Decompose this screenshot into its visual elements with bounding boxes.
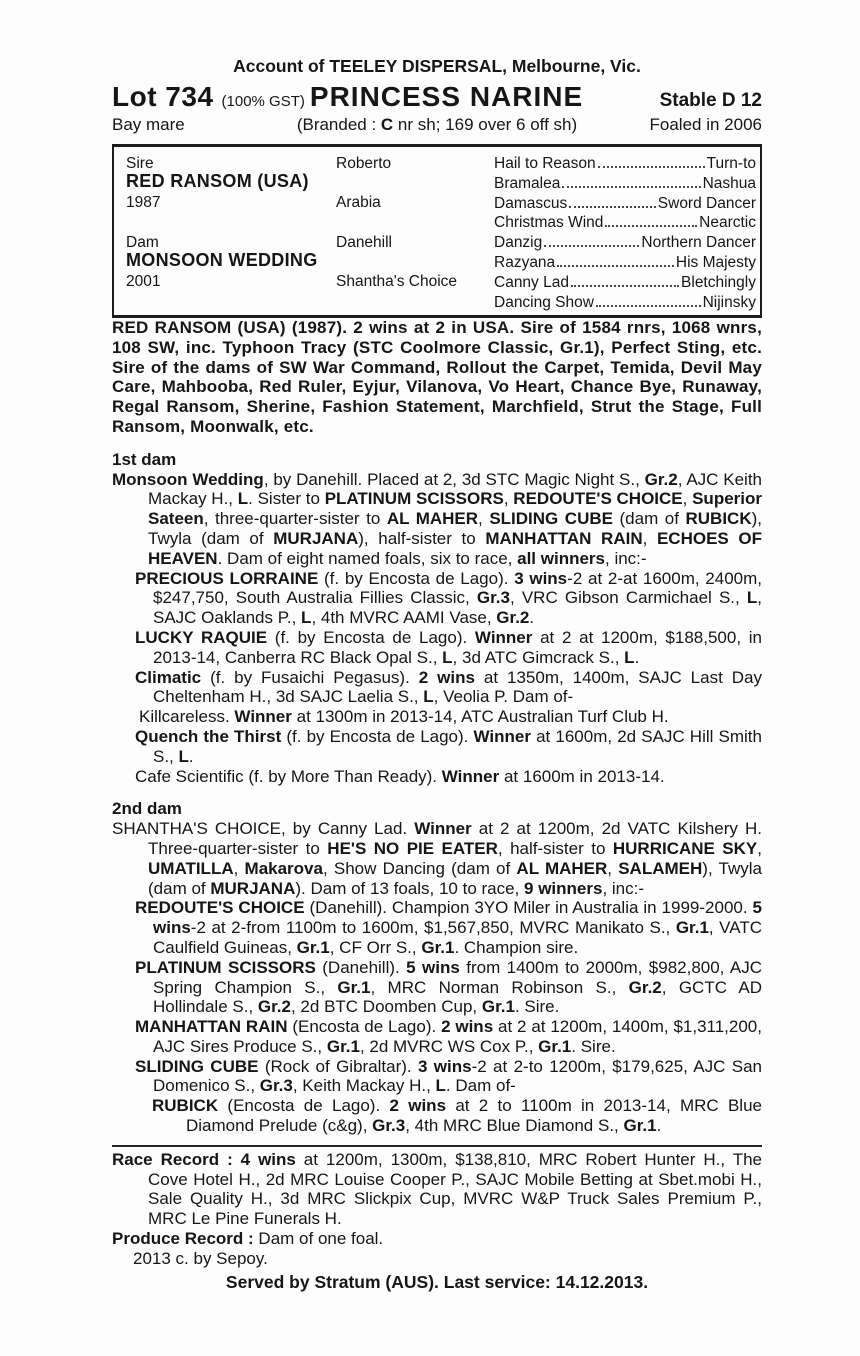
ancestor-row — [494, 195, 756, 212]
account-line: Account of TEELEY DISPERSAL, Melbourne, Vic. — [233, 56, 641, 76]
produce-record: Produce Record : Dam of one foal. — [112, 1229, 384, 1249]
description-line — [112, 114, 762, 135]
ancestor-parent: Turn-to — [706, 155, 756, 172]
branding-text: (Branded : C nr sh; 169 over 6 off sh) — [296, 115, 578, 134]
dot-leader — [598, 166, 705, 168]
manhattan-rain-entry: MANHATTAN RAIN (Encosta de Lago). 2 wins at 2 at 1200m, 1400m, $1,311,200, AJC Sires Produce S., Gr.1, 2d MVRC WS Cox P., Gr.1. Sire. — [135, 1017, 762, 1056]
ancestor-name: Damascus — [494, 194, 568, 212]
foaled-year: Foaled in 2006 — [649, 115, 762, 134]
dam-dam: Shantha's Choice — [336, 273, 458, 290]
horse-description: Bay mare — [112, 115, 185, 134]
ancestor-row — [494, 175, 756, 192]
dot-leader — [569, 206, 656, 208]
first-dam-heading: 1st dam — [112, 449, 177, 469]
rubick-entry: RUBICK (Encosta de Lago). 2 wins at 2 to 1100m in 2013-14, MRC Blue Diamond Prelude (c&g), Gr.3, 4th MRC Blue Diamond S., Gr.1. — [152, 1096, 762, 1136]
ancestor-row — [494, 294, 756, 311]
dot-leader — [596, 305, 701, 307]
ancestor-row — [494, 214, 756, 231]
horse-name: PRINCESS NARINE — [309, 81, 584, 112]
ancestor-row — [494, 274, 756, 291]
section-divider — [112, 1145, 762, 1147]
dam-name: MONSOON WEDDING — [126, 250, 318, 270]
ancestor-row — [494, 155, 756, 172]
redoutes-choice-entry: REDOUTE'S CHOICE (Danehill). Champion 3YO Miler in Australia in 1999-2000. 5 wins-2 at 2-from 1100m to 1600m, $1,567,850, MVRC Manikato S., Gr.1, VATC Caulfield Guineas, Gr.1, CF Orr S., Gr.1. Champion sire. — [135, 898, 762, 957]
sire-year: 1987 — [126, 194, 161, 211]
service-line: Served by Stratum (AUS). Last service: 14.12.2013. — [225, 1271, 649, 1292]
dot-leader — [605, 225, 697, 227]
foal-2013: 2013 c. by Sepoy. — [133, 1248, 268, 1268]
lot-number: Lot 734 — [112, 81, 214, 112]
ancestor-parent: Northern Dancer — [641, 234, 756, 252]
shanthas-choice-entry: SHANTHA'S CHOICE, by Canny Lad. Winner at 2 at 1200m, 2d VATC Kilshery H. Three-quarter-sister to HE'S NO PIE EATER, half-sister to HURRICANE SKY, UMATILLA, Makarova, Show Dancing (dam of AL MAHER, SALAMEH), Twyla (dam of MURJANA). Dam of 13 foals, 10 to race, 9 winners, inc:- — [112, 819, 762, 898]
dam-sire: Danehill — [336, 234, 393, 251]
sire-name: RED RANSOM (USA) — [126, 171, 309, 191]
ancestor-name: Christmas Wind — [494, 214, 604, 232]
dot-leader — [562, 186, 700, 188]
climatic-entry: Climatic (f. by Fusaichi Pegasus). 2 wins at 1350m, 1400m, SAJC Last Day Cheltenham H., 3d SAJC Laelia S., L, Veolia P. Dam of- — [135, 667, 762, 707]
ancestor-parent: Sword Dancer — [657, 194, 756, 212]
sire-sire: Roberto — [336, 155, 392, 172]
dot-leader — [544, 245, 639, 247]
race-record: Race Record : 4 wins at 1200m, 1300m, $138,810, MRC Robert Hunter H., The Cove Hotel H., 2d MRC Louise Cooper P., SAJC Mobile Betting at Sbet.mobi H., Sale Quality H., 3d MRC Slickpix Cup, MVRC W&P Truck Sales Premium P., MRC Le Pine Funerals H. — [112, 1149, 762, 1229]
ancestor-name: Hail to Reason — [494, 155, 596, 172]
dot-leader — [571, 285, 679, 287]
ancestor-parent: Bletchingly — [681, 273, 756, 291]
cafe-scientific-entry: Cafe Scientific (f. by More Than Ready). Winner at 1600m in 2013-14. — [135, 766, 665, 786]
ancestor-row — [494, 254, 756, 271]
ancestor-name: Bramalea — [494, 174, 561, 192]
platinum-scissors-entry: PLATINUM SCISSORS (Danehill). 5 wins from 1400m to 2000m, $982,800, AJC Spring Champion S., Gr.1, MRC Norman Robinson S., Gr.2, GCTC AD Hollindale S., Gr.2, 2d BTC Doomben Cup, Gr.1. Sire. — [135, 957, 763, 1017]
ancestor-row — [494, 234, 756, 251]
ancestor-parent: Nearctic — [699, 214, 756, 232]
stable-assignment: Stable D 12 — [659, 90, 762, 111]
quench-the-thirst-entry: Quench the Thirst (f. by Encosta de Lago). Winner at 1600m, 2d SAJC Hill Smith S., L. — [135, 726, 762, 766]
ancestor-name: Dancing Show — [494, 293, 594, 311]
dam-year: 2001 — [126, 273, 161, 290]
monsoon-wedding-entry: Monsoon Wedding, by Danehill. Placed at 2, 3d STC Magic Night S., Gr.2, AJC Keith Mackay H., L. Sister to PLATINUM SCISSORS, REDOUTE'S CHOICE, Superior Sateen, three-quarter-sister to AL MAHER, SLIDING CUBE (dam of RUBICK), Twyla (dam of MURJANA), half-sister to MANHATTAN RAIN, ECHOES OF HEAVEN. Dam of eight named foals, six to race, all winners, inc:- — [112, 469, 763, 568]
sliding-cube-entry: SLIDING CUBE (Rock of Gibraltar). 3 wins-2 at 2-to 1200m, $179,625, AJC San Domenico S., Gr.3, Keith Mackay H., L. Dam of- — [135, 1056, 763, 1096]
pedigree-table — [112, 144, 762, 318]
ancestor-name: Canny Lad — [494, 273, 569, 291]
ancestor-name: Razyana — [494, 254, 556, 271]
sire-label: Sire — [126, 155, 154, 172]
second-dam-heading: 2nd dam — [112, 799, 182, 819]
gst-note: (100% GST) — [221, 93, 305, 110]
sire-summary: RED RANSOM (USA) (1987). 2 wins at 2 in USA. Sire of 1584 rnrs, 1068 wnrs, 108 SW, inc. Typhoon Tracy (STC Coolmore Classic, Gr.1), Perfect Sting, etc. Sire of the dams of SW War Command, Rollout the Carpet, Temida, Devil May Care, Mahbooba, Red Ruler, Eyjur, Vilanova, Vo Heart, Chance Bye, Runaway, Regal Ransom, Sherine, Fashion Statement, Marchfield, Strut the Stage, Full Ransom, Moonwalk, etc. — [112, 318, 762, 436]
page-content — [112, 56, 762, 1293]
ancestor-name: Danzig — [494, 234, 543, 252]
lot-header — [112, 81, 762, 113]
dot-leader — [557, 265, 674, 267]
ancestor-parent: Nashua — [702, 174, 756, 192]
ancestor-parent: Nijinsky — [702, 293, 756, 311]
lucky-raquie-entry: LUCKY RAQUIE (f. by Encosta de Lago). Winner at 2 at 1200m, $188,500, in 2013-14, Canberra RC Black Opal S., L, 3d ATC Gimcrack S., L. — [135, 627, 762, 667]
dam-label: Dam — [126, 234, 159, 251]
killcareless-entry: Killcareless. Winner at 1300m in 2013-14, ATC Australian Turf Club H. — [139, 707, 669, 727]
precious-lorraine-entry: PRECIOUS LORRAINE (f. by Encosta de Lago). 3 wins-2 at 2-at 1600m, 2400m, $247,750, South Australia Fillies Classic, Gr.3, VRC Gibson Carmichael S., L, SAJC Oaklands P., L, 4th MVRC AAMI Vase, Gr.2. — [135, 568, 763, 628]
ancestor-parent: His Majesty — [675, 254, 756, 271]
sire-dam: Arabia — [336, 194, 381, 211]
